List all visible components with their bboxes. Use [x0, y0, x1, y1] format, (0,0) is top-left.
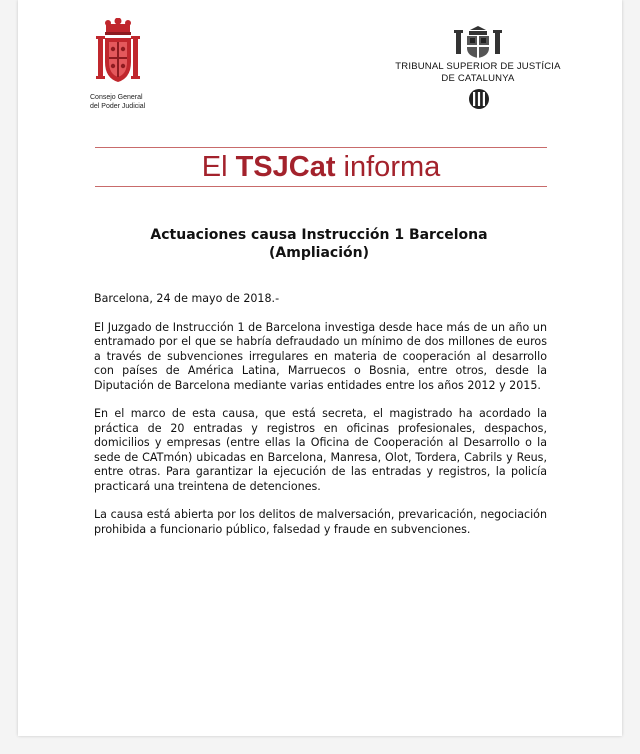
body-paragraph-1: El Juzgado de Instrucción 1 de Barcelona investiga desde hace más de un año un entramado por el que se habría defraudado un mínimo de dos millones de euros a través de subvenciones irregulares en materia de cooperación al desarrollo con países de América Latina, Marruecos o Bosnia, entre otros, desde la Diputación de Barcelona mediante varias entidades entre los años 2012 y 2015. — [94, 320, 547, 392]
cgpj-name — [90, 93, 180, 111]
tsj-name-line1: TRIBUNAL SUPERIOR DE JUSTÍCIA — [395, 61, 561, 72]
headline-line2: (Ampliación) — [269, 245, 369, 261]
tsj-header — [378, 26, 578, 116]
body-paragraph-3: La causa está abierta por los delitos de malversación, prevaricación, negociación prohibida a funcionario público, falsedad y fraude en subvenciones. — [94, 508, 547, 536]
document-page — [18, 0, 622, 736]
cgpj-emblem-icon — [96, 18, 140, 90]
body-paragraph-2: En el marco de esta causa, que está secreta, el magistrado ha acordado la práctica de 20 entradas y registros en oficinas profesionales, despachos, domicilios y empresas (entre ellas la Oficina de Cooperación al Desarrollo o la sede de CATmón) ubicadas en Barcelona, Manresa, Olot, Tordera, Cabrils y Reus, entre otras. Para garantizar la ejecución de las entradas y registros, la policía practicará una treintena de detenciones. — [94, 407, 547, 493]
cgpj-name-line1: Consejo General — [90, 94, 143, 101]
release-date: Barcelona, 24 de mayo de 2018.- — [94, 292, 280, 305]
banner-rule-bottom — [95, 186, 547, 187]
tsj-seal-icon — [468, 88, 490, 110]
press-release-body — [94, 292, 547, 551]
tsj-name-line2: DE CATALUNYA — [441, 73, 515, 84]
cgpj-name-line2: del Poder Judicial — [90, 103, 146, 110]
cgpj-logo — [90, 18, 160, 118]
headline-line1: Actuaciones causa Instrucción 1 Barcelona — [150, 227, 488, 243]
coat-of-arms-icon — [448, 26, 508, 58]
banner-prefix: El — [201, 151, 236, 183]
tsjcat-banner — [95, 148, 547, 186]
banner-brand: TSJCat — [235, 151, 336, 183]
press-release-headline — [118, 226, 520, 262]
banner-suffix: informa — [335, 151, 441, 183]
